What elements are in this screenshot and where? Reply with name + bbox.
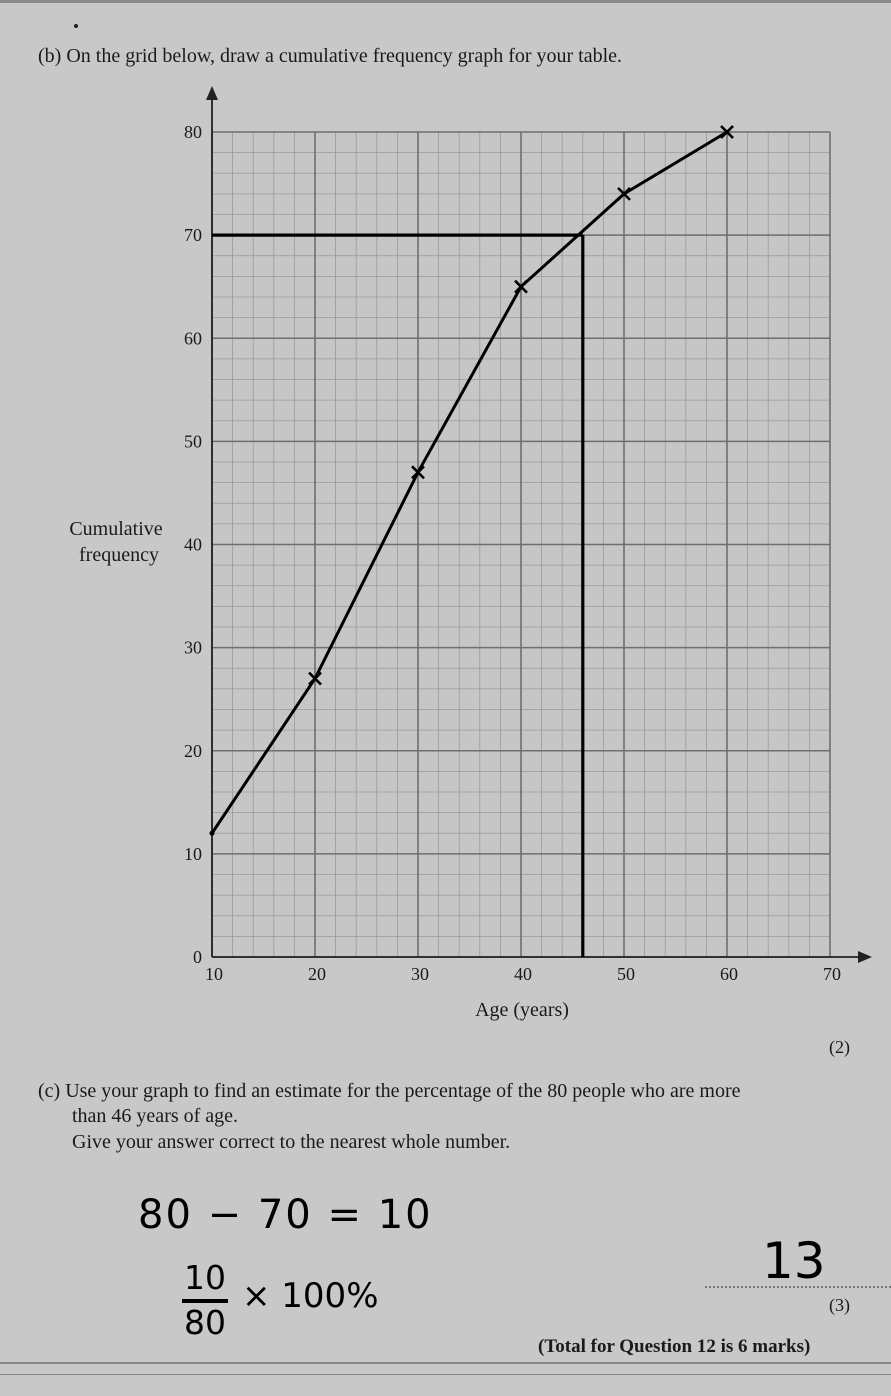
- x-axis-title: Age (years): [475, 999, 569, 1021]
- y-tick-label: 30: [184, 637, 202, 658]
- handwritten-answer: 13: [762, 1232, 826, 1290]
- y-tick-label: 10: [184, 843, 202, 864]
- y-tick-label: 70: [184, 225, 202, 246]
- y-tick-label: 60: [184, 328, 202, 349]
- handwritten-fraction-numerator: 10: [184, 1258, 226, 1297]
- y-tick-label: 0: [193, 947, 202, 967]
- x-axis-arrow-icon: [858, 951, 872, 963]
- bottom-rule: [0, 1362, 891, 1364]
- handwritten-fraction-denominator: 80: [184, 1303, 226, 1342]
- y-axis-arrow-icon: [206, 86, 218, 100]
- x-tick-label: 30: [411, 964, 429, 984]
- y-tick-label: 80: [184, 122, 202, 142]
- marks-c: (3): [829, 1295, 850, 1315]
- marks-b: (2): [829, 1037, 850, 1057]
- question-c-line3: Give your answer correct to the nearest whole number.: [72, 1131, 511, 1153]
- handwritten-working-line1: 80 − 70 = 10: [138, 1192, 433, 1238]
- y-axis-title-line2: frequency: [79, 544, 159, 566]
- x-tick-label: 40: [514, 964, 532, 984]
- question-c-line2: than 46 years of age.: [72, 1105, 239, 1127]
- x-tick-label: 60: [720, 964, 738, 984]
- data-point: [210, 831, 215, 836]
- x-tick-label: 20: [308, 964, 326, 984]
- answer-line: [705, 1286, 891, 1288]
- x-tick-label: 70: [823, 964, 841, 984]
- question-c-line1: (c) Use your graph to find an estimate for the percentage of the 80 people who are more: [38, 1080, 741, 1102]
- y-axis-title-line1: Cumulative: [69, 518, 163, 540]
- y-tick-label: 20: [184, 740, 202, 761]
- y-tick-label: 40: [184, 534, 202, 555]
- bottom-rule-thin: [0, 1374, 891, 1375]
- x-tick-label: 50: [617, 964, 635, 984]
- y-tick-label: 50: [184, 431, 202, 452]
- question-total: (Total for Question 12 is 6 marks): [538, 1336, 811, 1357]
- question-b-text: (b) On the grid below, draw a cumulative frequency graph for your table.: [38, 45, 623, 67]
- handwritten-times-100-percent: × 100%: [242, 1276, 379, 1316]
- x-tick-label: 10: [205, 964, 223, 984]
